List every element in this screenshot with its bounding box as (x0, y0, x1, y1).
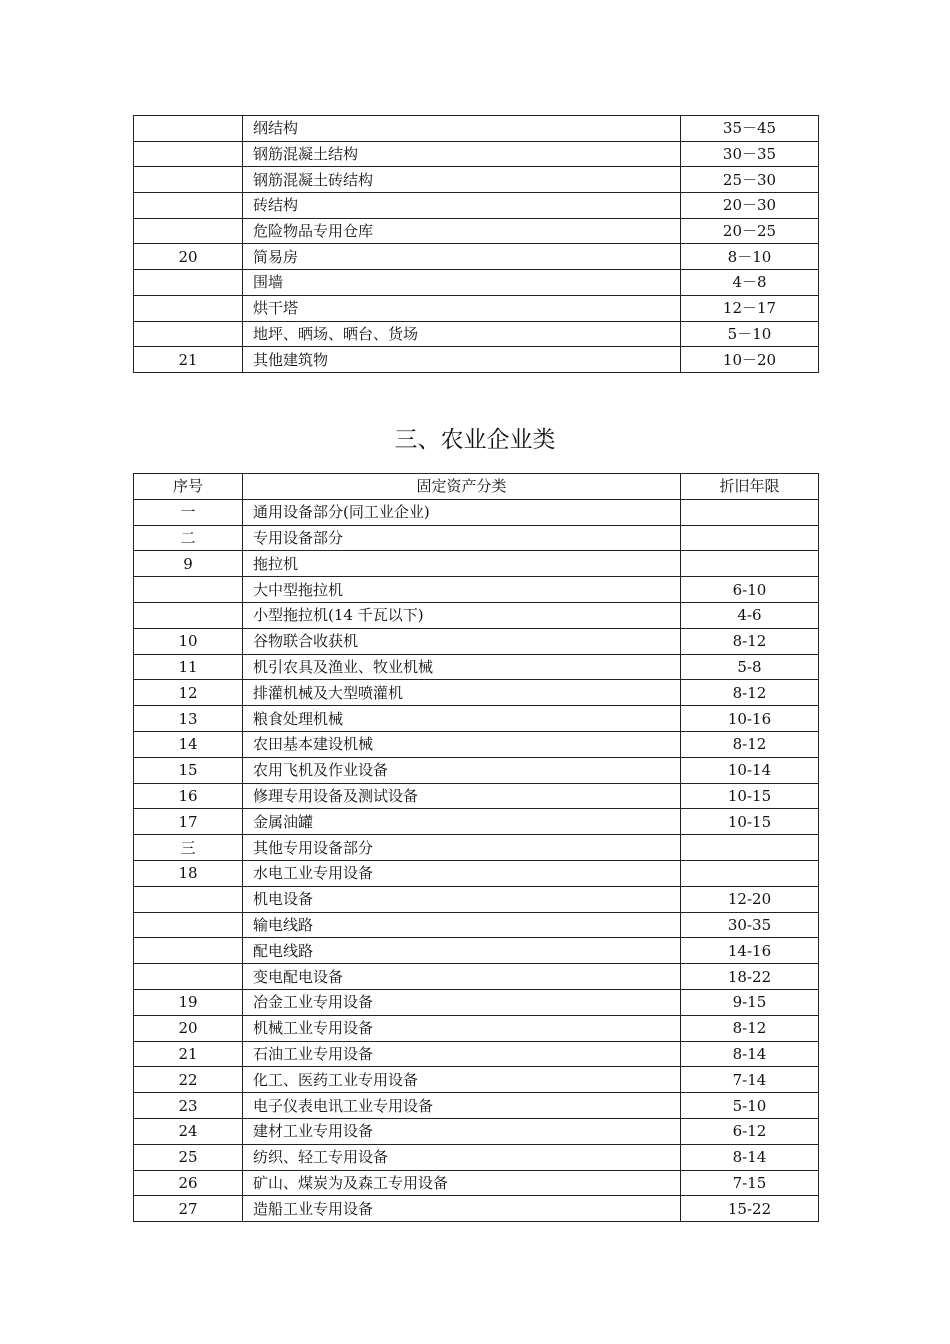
row-number: 21 (134, 347, 243, 373)
table-row (134, 218, 819, 244)
table-row (134, 989, 819, 1015)
depreciation-table-continued (133, 115, 819, 373)
row-years: 6-12 (681, 1118, 819, 1144)
row-category: 矿山、煤炭为及森工专用设备 (243, 1170, 681, 1196)
row-category: 其他专用设备部分 (243, 835, 681, 861)
row-number: 12 (134, 680, 243, 706)
row-category: 变电配电设备 (243, 964, 681, 990)
row-years: 6-10 (681, 577, 819, 603)
row-years: 20－30 (681, 193, 819, 219)
header-num: 序号 (134, 474, 243, 500)
row-years: 9-15 (681, 989, 819, 1015)
row-years: 12－17 (681, 295, 819, 321)
row-years (681, 499, 819, 525)
table-row (134, 835, 819, 861)
row-number: 二 (134, 525, 243, 551)
row-years: 14-16 (681, 938, 819, 964)
row-category: 其他建筑物 (243, 347, 681, 373)
row-number: 9 (134, 551, 243, 577)
agricultural-depreciation-table (133, 473, 819, 1222)
table2-body (134, 499, 819, 1221)
row-number: 17 (134, 809, 243, 835)
row-category: 机械工业专用设备 (243, 1015, 681, 1041)
row-number: 23 (134, 1093, 243, 1119)
row-category: 小型拖拉机(14 千瓦以下) (243, 602, 681, 628)
row-years: 5－10 (681, 321, 819, 347)
table-row (134, 551, 819, 577)
row-number (134, 167, 243, 193)
row-years: 10-15 (681, 809, 819, 835)
row-category: 简易房 (243, 244, 681, 270)
table-row (134, 141, 819, 167)
row-number: 22 (134, 1067, 243, 1093)
table-row (134, 1144, 819, 1170)
row-years (681, 525, 819, 551)
row-years: 8-12 (681, 628, 819, 654)
row-years (681, 860, 819, 886)
row-number: 一 (134, 499, 243, 525)
table-row (134, 1015, 819, 1041)
table-row (134, 347, 819, 373)
row-number: 25 (134, 1144, 243, 1170)
table-row (134, 886, 819, 912)
row-category: 机引农具及渔业、牧业机械 (243, 654, 681, 680)
row-years: 18-22 (681, 964, 819, 990)
row-number: 27 (134, 1196, 243, 1222)
table-row (134, 964, 819, 990)
row-number: 18 (134, 860, 243, 886)
row-category: 农田基本建设机械 (243, 731, 681, 757)
row-years: 25－30 (681, 167, 819, 193)
row-category: 钢筋混凝土砖结构 (243, 167, 681, 193)
row-number (134, 116, 243, 142)
row-years: 12-20 (681, 886, 819, 912)
row-number (134, 577, 243, 603)
row-number: 24 (134, 1118, 243, 1144)
row-category: 围墙 (243, 270, 681, 296)
table-row (134, 525, 819, 551)
table-row (134, 860, 819, 886)
row-category: 农用飞机及作业设备 (243, 757, 681, 783)
row-category: 烘干塔 (243, 295, 681, 321)
row-years (681, 835, 819, 861)
row-years: 8-14 (681, 1041, 819, 1067)
row-category: 输电线路 (243, 912, 681, 938)
row-years: 15-22 (681, 1196, 819, 1222)
row-number (134, 321, 243, 347)
row-category: 修理专用设备及测试设备 (243, 783, 681, 809)
table-row (134, 1041, 819, 1067)
row-category: 纺织、轻工专用设备 (243, 1144, 681, 1170)
row-number (134, 141, 243, 167)
row-number (134, 964, 243, 990)
row-number (134, 912, 243, 938)
row-category: 钢筋混凝土结构 (243, 141, 681, 167)
table-row (134, 757, 819, 783)
row-category: 大中型拖拉机 (243, 577, 681, 603)
row-category: 拖拉机 (243, 551, 681, 577)
row-years: 4－8 (681, 270, 819, 296)
row-number: 13 (134, 706, 243, 732)
row-number: 15 (134, 757, 243, 783)
table-row (134, 1067, 819, 1093)
table-row (134, 654, 819, 680)
row-category: 砖结构 (243, 193, 681, 219)
row-number (134, 886, 243, 912)
row-number (134, 938, 243, 964)
row-years: 8-12 (681, 731, 819, 757)
row-category: 谷物联合收获机 (243, 628, 681, 654)
row-years: 4-6 (681, 602, 819, 628)
row-category: 冶金工业专用设备 (243, 989, 681, 1015)
table-row (134, 270, 819, 296)
row-years: 10-14 (681, 757, 819, 783)
row-years: 10-15 (681, 783, 819, 809)
table-row (134, 577, 819, 603)
row-number (134, 270, 243, 296)
table-row (134, 602, 819, 628)
row-category: 机电设备 (243, 886, 681, 912)
table-row (134, 1093, 819, 1119)
table-row (134, 628, 819, 654)
table-row (134, 499, 819, 525)
row-years: 30-35 (681, 912, 819, 938)
row-number (134, 193, 243, 219)
table-row (134, 809, 819, 835)
row-number: 20 (134, 1015, 243, 1041)
table-row (134, 1118, 819, 1144)
table-row (134, 1196, 819, 1222)
row-years: 8－10 (681, 244, 819, 270)
header-years: 折旧年限 (681, 474, 819, 500)
table-row (134, 680, 819, 706)
row-number: 20 (134, 244, 243, 270)
row-number: 21 (134, 1041, 243, 1067)
row-category: 金属油罐 (243, 809, 681, 835)
row-years: 10－20 (681, 347, 819, 373)
section-title: 三、农业企业类 (394, 427, 556, 453)
row-years: 10-16 (681, 706, 819, 732)
table-row (134, 295, 819, 321)
row-years: 7-14 (681, 1067, 819, 1093)
row-category: 通用设备部分(同工业企业) (243, 499, 681, 525)
table1-body (134, 116, 819, 373)
row-years: 8-14 (681, 1144, 819, 1170)
table-row (134, 244, 819, 270)
row-years: 30－35 (681, 141, 819, 167)
row-number: 11 (134, 654, 243, 680)
row-number: 10 (134, 628, 243, 654)
table-row (134, 706, 819, 732)
table-row (134, 321, 819, 347)
table-row (134, 193, 819, 219)
row-number: 三 (134, 835, 243, 861)
row-years: 5-8 (681, 654, 819, 680)
row-years: 8-12 (681, 1015, 819, 1041)
row-years: 35－45 (681, 116, 819, 142)
row-category: 电子仪表电讯工业专用设备 (243, 1093, 681, 1119)
row-category: 粮食处理机械 (243, 706, 681, 732)
row-category: 石油工业专用设备 (243, 1041, 681, 1067)
header-row (134, 474, 819, 500)
table2-header (134, 474, 819, 500)
row-category: 纲结构 (243, 116, 681, 142)
row-number: 16 (134, 783, 243, 809)
row-category: 危险物品专用仓库 (243, 218, 681, 244)
row-number: 14 (134, 731, 243, 757)
row-number (134, 218, 243, 244)
table-row (134, 938, 819, 964)
row-category: 排灌机械及大型喷灌机 (243, 680, 681, 706)
row-category: 化工、医药工业专用设备 (243, 1067, 681, 1093)
table-row (134, 116, 819, 142)
row-number (134, 295, 243, 321)
row-category: 地坪、晒场、晒台、货场 (243, 321, 681, 347)
table-row (134, 1170, 819, 1196)
table-row (134, 167, 819, 193)
row-category: 造船工业专用设备 (243, 1196, 681, 1222)
row-number: 26 (134, 1170, 243, 1196)
row-category: 专用设备部分 (243, 525, 681, 551)
table-row (134, 912, 819, 938)
row-category: 配电线路 (243, 938, 681, 964)
header-category: 固定资产分类 (243, 474, 681, 500)
table-row (134, 731, 819, 757)
row-years: 5-10 (681, 1093, 819, 1119)
row-years: 7-15 (681, 1170, 819, 1196)
row-years (681, 551, 819, 577)
row-category: 建材工业专用设备 (243, 1118, 681, 1144)
table-row (134, 783, 819, 809)
row-years: 8-12 (681, 680, 819, 706)
row-number (134, 602, 243, 628)
row-years: 20－25 (681, 218, 819, 244)
row-category: 水电工业专用设备 (243, 860, 681, 886)
row-number: 19 (134, 989, 243, 1015)
